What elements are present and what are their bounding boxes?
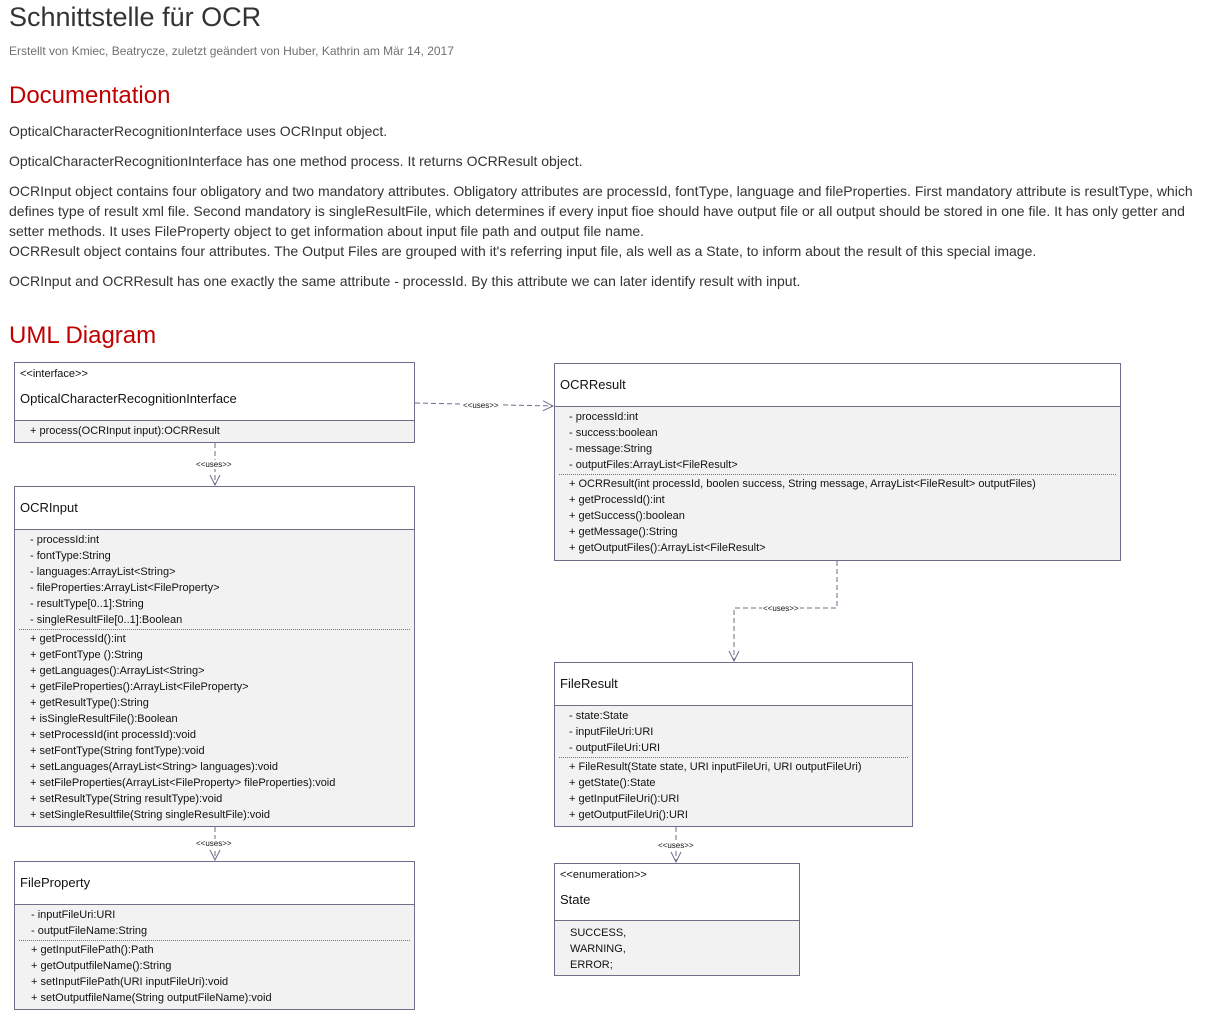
doc-paragraph-2: OpticalCharacterRecognitionInterface has one method process. It returns OCRResult object. xyxy=(9,153,583,169)
uses-label-interface-input: <<uses>> xyxy=(196,460,232,469)
class-header xyxy=(555,364,1120,407)
attribute-item: - resultType[0..1]:String xyxy=(30,598,144,610)
method-item: + setFileProperties(ArrayList<FileProperty> fileProperties):void xyxy=(30,777,336,789)
attribute-item: - languages:ArrayList<String> xyxy=(30,566,176,578)
enum-values xyxy=(555,921,799,973)
attribute-item: - fileProperties:ArrayList<FileProperty> xyxy=(30,582,220,594)
class-file-result xyxy=(554,662,913,827)
method-item: + getOutputFileUri():URI xyxy=(569,809,688,821)
class-methods xyxy=(15,421,414,439)
page-title: Schnittstelle für OCR xyxy=(9,2,262,32)
class-header xyxy=(15,363,414,421)
class-ocr-input xyxy=(14,486,415,827)
method-item: + FileResult(State state, URI inputFileUri, URI outputFileUri) xyxy=(569,761,862,773)
attribute-item: - processId:int xyxy=(569,411,639,423)
method-item: + setProcessId(int processId):void xyxy=(30,729,196,741)
attribute-item: - inputFileUri:URI xyxy=(569,726,654,738)
class-ocr-result xyxy=(554,363,1121,561)
attribute-item: - success:boolean xyxy=(569,427,658,439)
enum-value: WARNING, xyxy=(570,943,626,955)
attribute-item: - outputFileUri:URI xyxy=(569,742,661,754)
attribute-item: - outputFiles:ArrayList<FileResult> xyxy=(569,459,738,471)
method-item: + getFileProperties():ArrayList<FileProperty> xyxy=(30,681,249,693)
method-item: + getLanguages():ArrayList<String> xyxy=(30,665,205,677)
doc-paragraph-5: OCRInput and OCRResult has one exactly the same attribute - processId. By this attribute we can later identify result with input. xyxy=(9,273,801,289)
method-item: + setLanguages(ArrayList<String> languages):void xyxy=(30,761,278,773)
method-item: + getFontType ():String xyxy=(30,649,143,661)
attribute-item: - fontType:String xyxy=(30,550,111,562)
documentation-heading: Documentation xyxy=(9,82,171,109)
uml-heading: UML Diagram xyxy=(9,322,157,349)
method-item: + setInputFilePath(URI inputFileUri):void xyxy=(31,976,229,988)
class-name: State xyxy=(560,892,591,907)
class-stereotype: <<interface>> xyxy=(20,368,88,380)
class-methods xyxy=(555,758,912,823)
doc-paragraph-4: OCRResult object contains four attributes. The Output Files are grouped with it's referring input file, als well as a State, to inform about the result of this special image. xyxy=(9,243,1037,259)
method-item: + setSingleResultfile(String singleResultFile):void xyxy=(30,809,270,821)
class-name: FileProperty xyxy=(20,875,91,890)
uses-label-fileresult-state: <<uses>> xyxy=(658,841,694,850)
uses-label-result-fileresult: <<uses>> xyxy=(763,604,799,613)
method-item: + getProcessId():int xyxy=(569,494,665,506)
enum-state xyxy=(554,863,800,976)
class-attributes xyxy=(15,905,414,940)
class-header xyxy=(555,864,799,921)
class-header xyxy=(15,487,414,530)
class-methods xyxy=(15,941,414,1006)
class-header xyxy=(15,862,414,905)
attribute-item: - singleResultFile[0..1]:Boolean xyxy=(30,614,183,626)
class-name: OpticalCharacterRecognitionInterface xyxy=(20,391,237,406)
attribute-item: - state:State xyxy=(569,710,629,722)
class-attributes xyxy=(15,530,414,629)
class-name: OCRInput xyxy=(20,500,78,515)
uses-label-input-fileproperty: <<uses>> xyxy=(196,839,232,848)
method-item: + getOutputfileName():String xyxy=(31,960,172,972)
method-item: + setResultType(String resultType):void xyxy=(30,793,223,805)
class-methods xyxy=(15,630,414,823)
uses-label-interface-result: <<uses>> xyxy=(463,401,499,410)
method-item: + isSingleResultFile():Boolean xyxy=(30,713,178,725)
method-item: + setOutputfileName(String outputFileName):void xyxy=(31,992,272,1004)
class-name: FileResult xyxy=(560,676,618,691)
method-item: + getSuccess():boolean xyxy=(569,510,685,522)
page-metadata: Erstellt von Kmiec, Beatrycze, zuletzt geändert von Huber, Kathrin am Mär 14, 2017 xyxy=(9,44,454,58)
attribute-item: - message:String xyxy=(569,443,653,455)
method-item: + getState():State xyxy=(569,777,656,789)
attribute-item: - processId:int xyxy=(30,534,100,546)
method-item: + OCRResult(int processId, boolen success, String message, ArrayList<FileResult> outputFiles) xyxy=(569,478,1036,490)
class-file-property xyxy=(14,861,415,1010)
method-item: + getInputFilePath():Path xyxy=(31,944,154,956)
method-item: + getResultType():String xyxy=(30,697,149,709)
enum-value: ERROR; xyxy=(570,959,613,971)
enum-value: SUCCESS, xyxy=(570,927,627,939)
class-attributes xyxy=(555,407,1120,474)
class-attributes xyxy=(555,706,912,757)
class-name: OCRResult xyxy=(560,377,626,392)
class-methods xyxy=(555,475,1120,556)
method-item: + getInputFileUri():URI xyxy=(569,793,680,805)
method-item: + getProcessId():int xyxy=(30,633,126,645)
method-item: + getOutputFiles():ArrayList<FileResult> xyxy=(569,542,766,554)
class-stereotype: <<enumeration>> xyxy=(560,869,647,881)
class-ocr-interface xyxy=(14,362,415,443)
method-item: + process(OCRInput input):OCRResult xyxy=(30,425,220,437)
class-header xyxy=(555,663,912,706)
attribute-item: - outputFileName:String xyxy=(31,925,148,937)
doc-paragraph-1: OpticalCharacterRecognitionInterface uses OCRInput object. xyxy=(9,123,388,139)
doc-paragraph-3: OCRInput object contains four obligatory and two mandatory attributes. Obligatory attributes are processId, fontType, language and fileProperties. First mandatory attribute is resultType, which defines type of result xml file. Second mandatory is singleResultFile, which determines if every input fioe should have output file or all output should be stored in one file. It has only getter and setter methods. It uses FileProperty object to get information about input file path and output file name. xyxy=(9,183,1193,239)
method-item: + setFontType(String fontType):void xyxy=(30,745,205,757)
method-item: + getMessage():String xyxy=(569,526,678,538)
attribute-item: - inputFileUri:URI xyxy=(31,909,116,921)
